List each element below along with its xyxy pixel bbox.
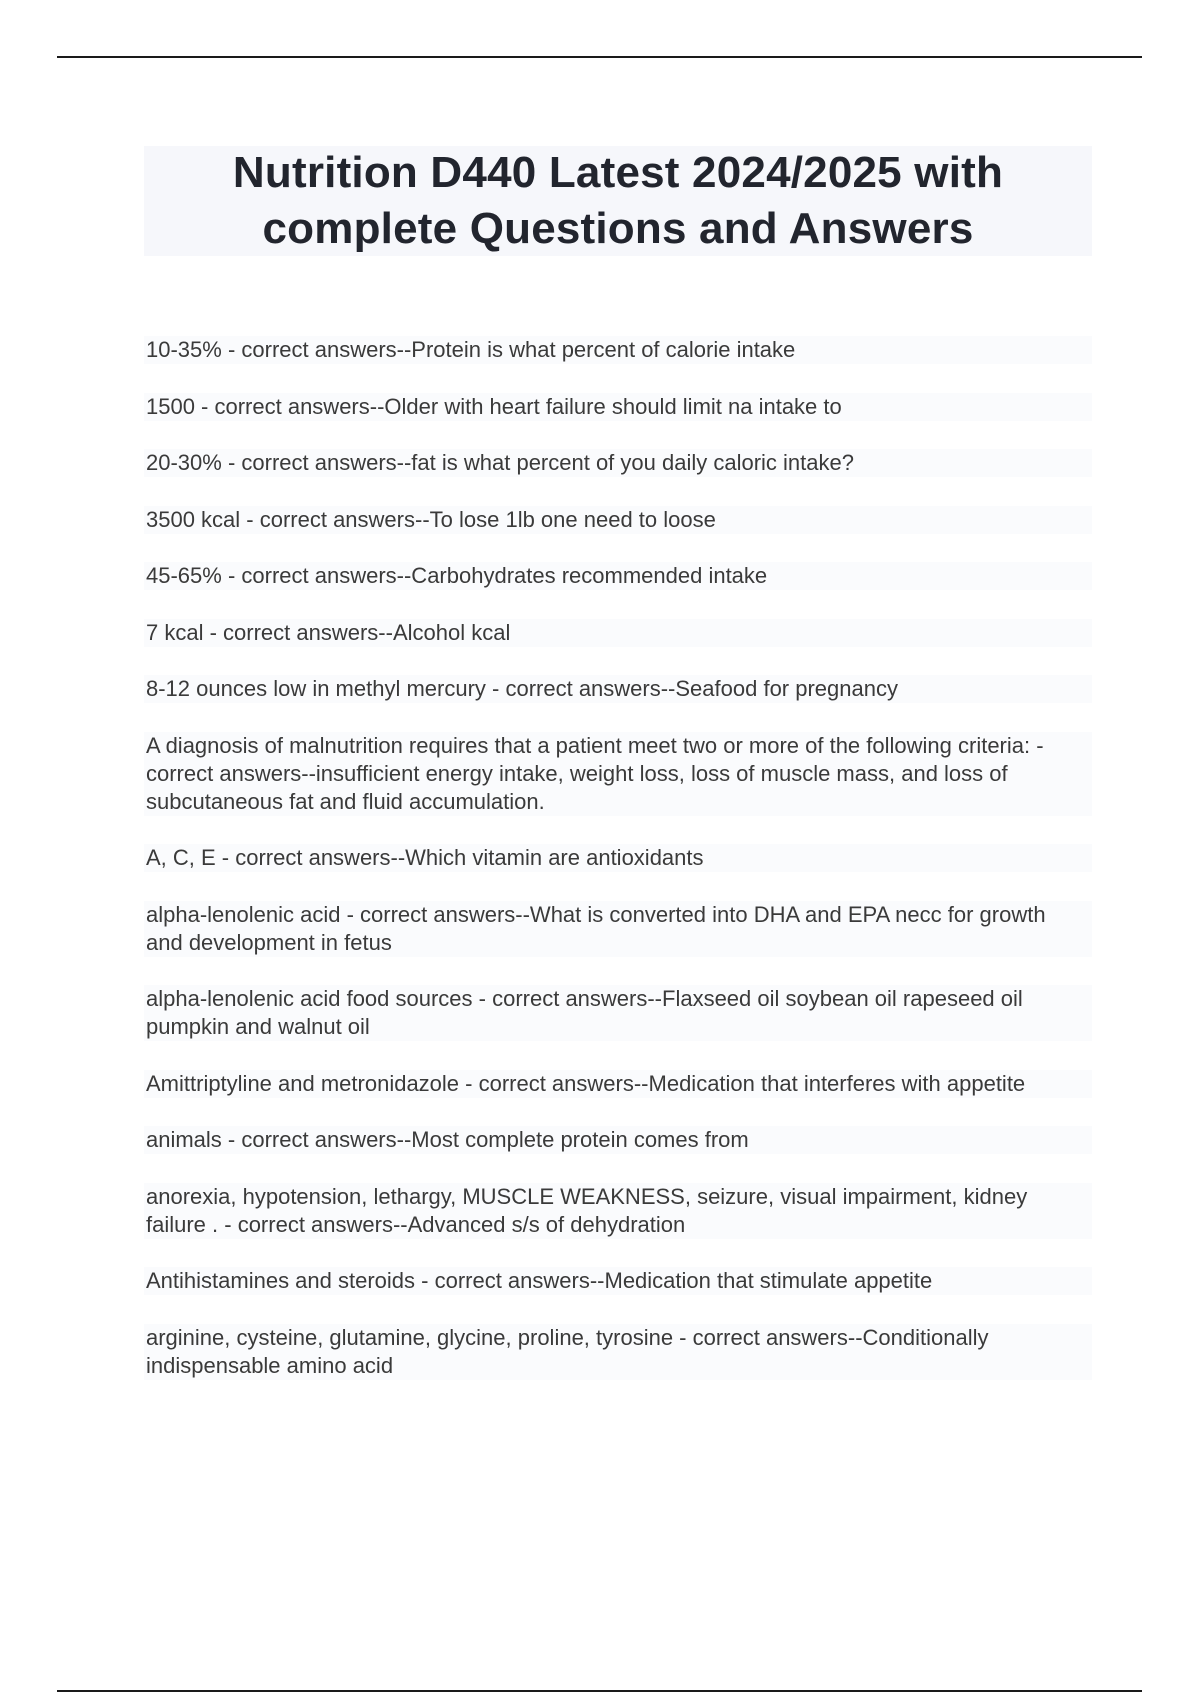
qa-entry: A, C, E - correct answers--Which vitamin are antioxidants — [144, 844, 1092, 872]
qa-entry: Antihistamines and steroids - correct answers--Medication that stimulate appetite — [144, 1267, 1092, 1295]
top-divider — [57, 56, 1142, 58]
qa-entry: 8-12 ounces low in methyl mercury - correct answers--Seafood for pregnancy — [144, 675, 1092, 703]
qa-entry: alpha-lenolenic acid food sources - correct answers--Flaxseed oil soybean oil rapeseed oil pumpkin and walnut oil — [144, 985, 1092, 1041]
qa-entry: arginine, cysteine, glutamine, glycine, proline, tyrosine - correct answers--Conditionally indispensable amino acid — [144, 1324, 1092, 1380]
qa-entry: 3500 kcal - correct answers--To lose 1lb one need to loose — [144, 506, 1092, 534]
qa-entry: Amittriptyline and metronidazole - correct answers--Medication that interferes with appetite — [144, 1070, 1092, 1098]
qa-entry: anorexia, hypotension, lethargy, MUSCLE WEAKNESS, seizure, visual impairment, kidney failure . - correct answers--Advanced s/s of dehydration — [144, 1183, 1092, 1239]
qa-entry: A diagnosis of malnutrition requires that a patient meet two or more of the following criteria: - correct answers--insufficient energy intake, weight loss, loss of muscle mass, and loss of subcutaneous fat and fluid accumulation. — [144, 732, 1092, 816]
qa-entry: animals - correct answers--Most complete protein comes from — [144, 1126, 1092, 1154]
qa-entry: 10-35% - correct answers--Protein is what percent of calorie intake — [144, 336, 1092, 364]
qa-entry: 1500 - correct answers--Older with heart failure should limit na intake to — [144, 393, 1092, 421]
title-banner — [144, 146, 1092, 256]
qa-entry: 7 kcal - correct answers--Alcohol kcal — [144, 619, 1092, 647]
bottom-divider — [57, 1690, 1142, 1692]
qa-entry: alpha-lenolenic acid - correct answers--What is converted into DHA and EPA necc for growth and development in fetus — [144, 901, 1092, 957]
qa-entry: 45-65% - correct answers--Carbohydrates recommended intake — [144, 562, 1092, 590]
document-title: Nutrition D440 Latest 2024/2025 with complete Questions and Answers — [232, 148, 1004, 253]
qa-list — [144, 336, 1092, 1408]
qa-entry: 20-30% - correct answers--fat is what percent of you daily caloric intake? — [144, 449, 1092, 477]
